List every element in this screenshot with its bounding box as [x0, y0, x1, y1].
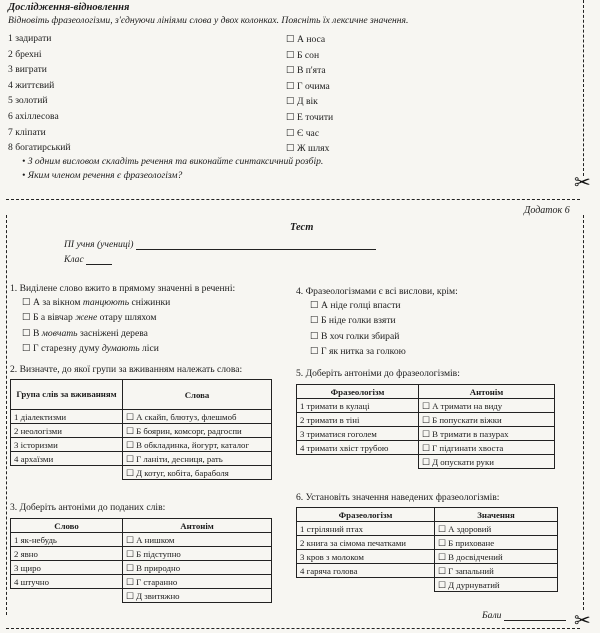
answer-cell[interactable]: ☐ А скайп, блютуз, флешмоб — [123, 410, 272, 424]
answer-cell[interactable]: ☐ Д дурнуватий — [435, 578, 558, 592]
column-header: Фразеологізм — [297, 508, 435, 522]
score-field[interactable] — [482, 610, 566, 621]
right-item[interactable]: ☐ Е точити — [286, 111, 334, 123]
answer-cell[interactable]: ☐ А тримати на виду — [419, 399, 555, 413]
table-row — [297, 399, 555, 413]
left-item: 1 задирати — [8, 33, 52, 44]
cell: 1 стріляний птах — [297, 522, 435, 536]
option-text: ☐ А за вікном — [22, 297, 83, 308]
q3-question: 3. Доберіть антоніми до поданих слів: — [10, 502, 166, 513]
scissors-icon: ✂ — [574, 172, 591, 194]
left-item: 3 виграти — [8, 64, 47, 76]
right-item[interactable]: ☐ Д вік — [286, 96, 318, 108]
left-item: 5 золотий — [8, 95, 48, 107]
cell: 4 гаряча голова — [297, 564, 435, 578]
answer-cell[interactable]: ☐ Д опускати руки — [419, 455, 555, 469]
cell: 3 щиро — [11, 561, 123, 575]
left-column — [8, 31, 71, 156]
cell: 2 тримати в тіні — [297, 413, 419, 427]
option-highlight: мовчать — [41, 327, 78, 339]
empty-cell — [11, 466, 123, 480]
q1-option[interactable] — [22, 310, 170, 325]
table-row — [11, 410, 272, 424]
table-row — [11, 438, 272, 452]
appendix-label: Додаток 6 — [524, 205, 570, 216]
cell: 4 штучно — [11, 575, 123, 589]
answer-cell[interactable]: ☐ Г ланіти, десниця, рать — [123, 452, 272, 466]
table-header — [297, 385, 555, 399]
answer-cell[interactable]: ☐ Д звитяжно — [123, 589, 272, 603]
q3-table — [10, 518, 272, 603]
cell: 3 історизми — [11, 438, 123, 452]
table-row — [11, 452, 272, 466]
name-blank[interactable] — [136, 240, 376, 250]
right-column — [286, 32, 333, 157]
q2-question: 2. Визначте, до якої групи за вживанням належать слова: — [10, 364, 243, 375]
column-header: Слова — [123, 380, 272, 410]
option-highlight: танцюють — [82, 297, 130, 308]
table-row — [297, 427, 555, 441]
right-item[interactable]: ☐ Г очима — [286, 80, 330, 92]
table-row — [297, 536, 558, 550]
cell: 4 тримати хвіст трубою — [297, 441, 419, 455]
class-blank[interactable] — [86, 255, 112, 265]
cell: 2 явно — [11, 547, 123, 561]
q2-table — [10, 379, 272, 480]
table-row — [297, 550, 558, 564]
name-field[interactable] — [64, 239, 376, 250]
answer-cell[interactable]: ☐ А нишком — [123, 533, 272, 547]
option-text: ліси — [139, 343, 159, 355]
q1-options — [22, 295, 170, 357]
column-header: Група слів за вживанням — [11, 380, 123, 410]
table-row — [297, 455, 555, 469]
cut-line-bottom — [6, 628, 580, 629]
left-item: 8 богатирський — [8, 142, 71, 154]
table-header — [11, 519, 272, 533]
option-highlight: думають — [101, 343, 140, 355]
column-header: Антонім — [419, 385, 555, 399]
table-row — [297, 413, 555, 427]
column-header: Слово — [11, 519, 123, 533]
left-item: 2 брехні — [8, 48, 42, 60]
q4-option[interactable]: ☐ Б ніде голки взяти — [310, 315, 396, 327]
table-row — [297, 578, 558, 592]
q4-options — [310, 298, 406, 360]
q1-question: 1. Виділене слово вжито в прямому значенні в реченні: — [10, 283, 236, 294]
cell: 2 неологізми — [11, 424, 123, 438]
answer-cell[interactable]: ☐ В обкладинка, йогурт, каталог — [123, 438, 272, 452]
right-item[interactable]: ☐ В п'ята — [286, 65, 326, 77]
class-field[interactable] — [64, 254, 112, 265]
right-item[interactable]: ☐ А носа — [286, 34, 326, 45]
table-row — [297, 564, 558, 578]
scissors-icon: ✂ — [574, 610, 591, 632]
score-blank[interactable] — [504, 611, 566, 621]
answer-cell[interactable]: ☐ Б попускати віжки — [419, 413, 555, 427]
answer-cell[interactable]: ☐ Г запальний — [435, 564, 558, 578]
left-item: 7 кліпати — [8, 126, 46, 138]
table-row — [11, 589, 272, 603]
answer-cell[interactable]: ☐ Б приховане — [435, 536, 558, 550]
bullet-text: З одним висловом складіть речення та виконайте синтаксичний розбір. — [27, 156, 324, 167]
option-text: засніжені дерева — [77, 327, 148, 339]
empty-cell — [11, 589, 123, 603]
q5-table — [296, 384, 555, 469]
bullet-item: • З одним висловом складіть речення та виконайте синтаксичний розбір. — [22, 156, 324, 167]
option-text: сніжинки — [129, 297, 171, 308]
cell: 2 книга за сімома печатками — [297, 536, 435, 550]
column-header: Значення — [435, 508, 558, 522]
answer-cell[interactable]: ☐ Б боярин, комсорг, радгоспи — [123, 424, 272, 438]
cell: 4 архаїзми — [11, 452, 123, 466]
option-text: ☐ В — [22, 327, 42, 339]
option-text: ☐ Б а вівчар — [22, 312, 76, 324]
column-header: Антонім — [123, 519, 272, 533]
q6-table — [296, 507, 558, 592]
right-item[interactable]: ☐ Б сон — [286, 49, 320, 61]
option-text: отару шляхом — [97, 312, 157, 324]
table-header — [11, 380, 272, 410]
left-item: 6 ахіллесова — [8, 110, 59, 122]
column-header: Фразеологізм — [297, 385, 419, 399]
table-row — [297, 441, 555, 455]
left-item: 4 життєвий — [8, 79, 55, 91]
right-item[interactable]: ☐ Ж шлях — [286, 143, 330, 155]
q1-option[interactable] — [22, 341, 170, 356]
bullet-text: Яким членом речення є фразеологізм? — [27, 170, 183, 181]
answer-cell[interactable]: ☐ В природно — [123, 561, 272, 575]
answer-cell[interactable]: ☐ В тримати в пазурах — [419, 427, 555, 441]
q4-option[interactable]: ☐ А ніде голці впасти — [310, 300, 401, 311]
q4-question: 4. Фразеологізмами є всі вислови, крім: — [296, 286, 458, 297]
right-item[interactable]: ☐ Є час — [286, 127, 320, 139]
score-label: Бали — [482, 610, 502, 621]
table-row — [11, 424, 272, 438]
table-header — [297, 508, 558, 522]
q1-option[interactable] — [22, 295, 170, 310]
class-label: Клас — [64, 254, 84, 265]
table-row — [11, 575, 272, 589]
table-row — [11, 561, 272, 575]
q4-option[interactable]: ☐ В хоч голки збирай — [310, 330, 400, 342]
q5-question: 5. Доберіть антоніми до фразеологізмів: — [296, 368, 460, 379]
cell: 3 кров з молоком — [297, 550, 435, 564]
q1-option[interactable] — [22, 326, 170, 341]
test-title: Тест — [290, 222, 314, 233]
answer-cell[interactable]: ☐ Б підступно — [123, 547, 272, 561]
answer-cell[interactable]: ☐ Г старанно — [123, 575, 272, 589]
research-title: Дослідження-відновлення — [8, 2, 130, 13]
q4-option[interactable]: ☐ Г як нитка за голкою — [310, 346, 406, 358]
cell: 3 триматися гоголем — [297, 427, 419, 441]
cut-line-left — [6, 215, 7, 615]
answer-cell[interactable]: ☐ В досвідчений — [435, 550, 558, 564]
cell: 1 діалектизми — [11, 410, 123, 424]
table-row — [11, 533, 272, 547]
table-row — [11, 466, 272, 480]
answer-cell[interactable]: ☐ А здоровий — [435, 522, 558, 536]
q6-question: 6. Установіть значення наведених фразеологізмів: — [296, 492, 500, 503]
bullet-item: • Яким членом речення є фразеологізм? — [22, 170, 183, 181]
cut-line-vertical-top — [583, 0, 584, 176]
answer-cell[interactable]: ☐ Д котуг, кобіта, бараболя — [123, 466, 272, 480]
empty-cell — [297, 578, 435, 592]
table-row — [297, 522, 558, 536]
research-instruction: Відновіть фразеологізми, з'єднуючи лініями слова у двох колонках. Поясніть їх лексичне значення. — [8, 15, 409, 26]
answer-cell[interactable]: ☐ Г підгинати хвоста — [419, 441, 555, 455]
option-text: ☐ Г старезну думу — [22, 343, 102, 355]
option-highlight: жене — [75, 312, 98, 324]
cut-line-right — [583, 215, 584, 610]
cell: 1 як-небудь — [11, 533, 123, 547]
name-label: ПІ учня (учениці) — [64, 239, 134, 250]
cut-line-horizontal — [6, 199, 580, 200]
cell: 1 тримати в кулаці — [297, 399, 419, 413]
table-row — [11, 547, 272, 561]
empty-cell — [297, 455, 419, 469]
